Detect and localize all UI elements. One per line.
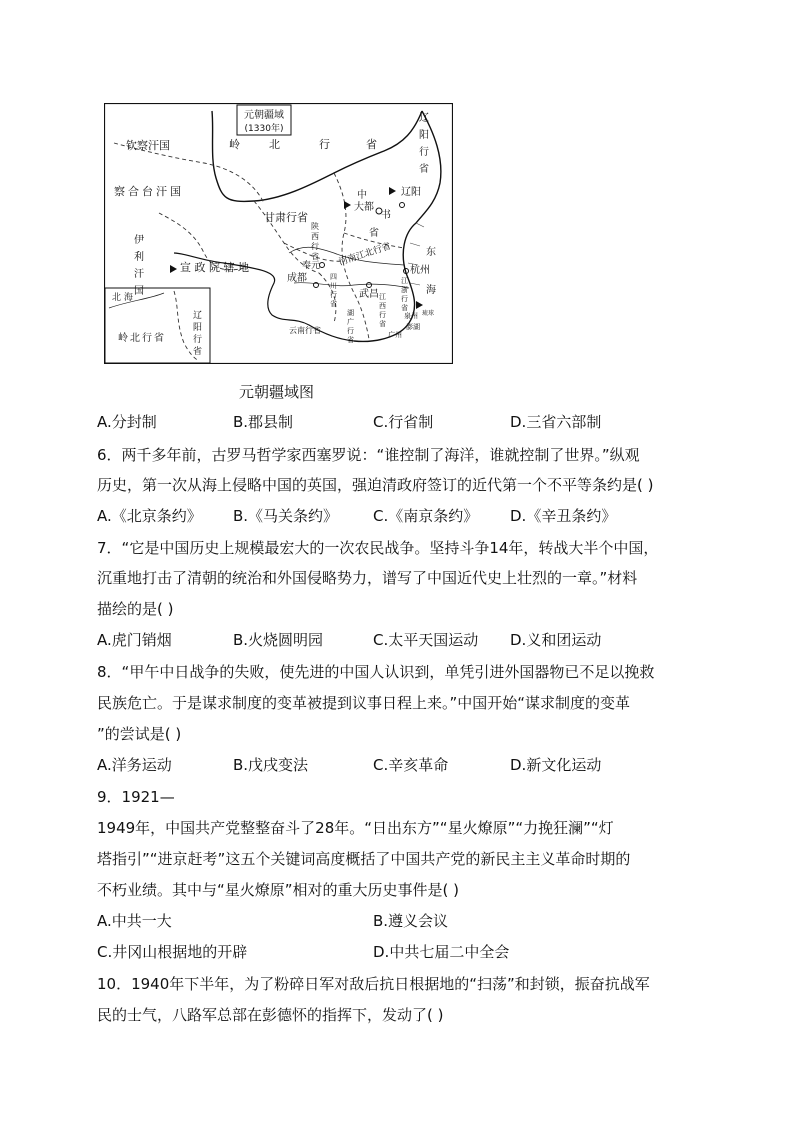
- q6-option-a[interactable]: A.《北京条约》: [97, 507, 202, 525]
- q7-stem-line3: 描绘的是( ): [97, 600, 174, 618]
- svg-text:汗: 汗: [134, 269, 144, 280]
- label-guangzhou: 广州: [388, 331, 402, 339]
- q8-option-b[interactable]: B.戊戌变法: [233, 756, 309, 774]
- label-dadu: 大都: [354, 202, 374, 213]
- map-caption: 元朝疆域图: [239, 383, 315, 401]
- label-wuchang: 武昌: [359, 289, 379, 300]
- q5-option-a[interactable]: A.分封制: [97, 413, 157, 431]
- q9-option-a[interactable]: A.中共一大: [97, 912, 172, 930]
- q9-option-d[interactable]: D.中共七届二中全会: [373, 943, 510, 961]
- q5-option-d[interactable]: D.三省六部制: [510, 413, 602, 431]
- svg-text:北: 北: [269, 138, 280, 151]
- label-chengdu: 成都: [287, 273, 307, 284]
- q6-option-b[interactable]: B.《马关条约》: [233, 507, 339, 525]
- label-gansu: 甘肃行省: [264, 211, 308, 224]
- q10-stem-line1: 10．1940年下半年，为了粉碎日军对敌后抗日根据地的“扫荡”和封锁，振奋抗战军: [97, 975, 650, 993]
- svg-text:阳: 阳: [419, 130, 429, 141]
- label-xuanzheng: 宣 政 院 辖 地: [180, 261, 249, 274]
- svg-text:陕: 陕: [311, 222, 319, 231]
- q8-option-a[interactable]: A.洋务运动: [97, 756, 172, 774]
- q7-option-a[interactable]: A.虎门销烟: [97, 631, 172, 649]
- svg-text:行: 行: [311, 242, 319, 251]
- map-svg: [104, 103, 453, 364]
- svg-text:湖: 湖: [347, 309, 354, 317]
- svg-text:省: 省: [193, 347, 203, 357]
- label-qincha: 钦察汗国: [126, 139, 170, 152]
- label-henan: 河南江北行省: [337, 241, 393, 268]
- svg-text:省: 省: [330, 300, 337, 308]
- svg-text:省: 省: [419, 164, 429, 175]
- q5-option-c[interactable]: C.行省制: [373, 413, 434, 431]
- q9-option-b[interactable]: B.遵义会议: [373, 912, 449, 930]
- svg-text:东: 东: [426, 247, 436, 258]
- q6-option-c[interactable]: C.《南京条约》: [373, 507, 479, 525]
- q8-stem-line3: ”的尝试是( ): [97, 725, 182, 743]
- svg-text:行: 行: [347, 327, 354, 335]
- svg-text:利: 利: [134, 252, 144, 263]
- label-chahetai: 察合台汗国: [114, 185, 184, 198]
- svg-text:阳: 阳: [193, 323, 203, 333]
- q10-stem-line2: 民的士气，八路军总部在彭德怀的指挥下，发动了( ): [97, 1006, 444, 1024]
- q9-option-c[interactable]: C.井冈山根据地的开辟: [97, 943, 248, 961]
- q9-stem-line3: 塔指引”“进京赶考”这五个关键词高度概括了中国共产党的新民主主义革命时期的: [97, 850, 631, 868]
- svg-text:行: 行: [330, 291, 337, 299]
- svg-text:行: 行: [401, 295, 408, 303]
- svg-text:江: 江: [401, 277, 408, 285]
- q9-stem-line1: 9．1921—: [97, 788, 175, 806]
- q7-option-c[interactable]: C.太平天国运动: [373, 631, 479, 649]
- svg-text:海: 海: [426, 285, 436, 296]
- q8-option-c[interactable]: C.辛亥革命: [373, 756, 449, 774]
- label-quanzhou: 泉州: [404, 312, 418, 320]
- q7-option-b[interactable]: B.火烧圆明园: [233, 631, 324, 649]
- q9-stem-line4: 不朽业绩。其中与“星火燎原”相对的重大历史事件是( ): [97, 881, 460, 899]
- svg-text:江: 江: [379, 293, 386, 301]
- svg-text:省: 省: [311, 252, 319, 261]
- svg-text:辽: 辽: [419, 113, 429, 124]
- q6-stem-line2: 历史，第一次从海上侵略中国的英国，强迫清政府签订的近代第一个不平等条约是( ): [97, 476, 654, 494]
- label-fengyuan: 奉元: [302, 261, 321, 271]
- svg-text:浙: 浙: [401, 286, 408, 294]
- svg-text:省: 省: [366, 138, 377, 151]
- q6-option-d[interactable]: D.《辛丑条约》: [510, 507, 617, 525]
- label-yunnan: 云南行省: [289, 326, 321, 335]
- q7-option-d[interactable]: D.义和团运动: [510, 631, 602, 649]
- svg-text:书: 书: [381, 210, 391, 221]
- svg-text:广: 广: [347, 318, 354, 326]
- svg-text:中: 中: [357, 190, 367, 201]
- q6-stem-line1: 6．两千多年前，古罗马哲学家西塞罗说：“谁控制了海洋，谁就控制了世界。”纵观: [97, 446, 640, 464]
- svg-text:行: 行: [193, 335, 203, 345]
- label-sichuan: [330, 273, 337, 308]
- q7-stem-line2: 沉重地打击了清朝的统治和外国侵略势力，谱写了中国近代史上壮烈的一章。”材料: [97, 569, 638, 587]
- svg-text:省: 省: [401, 304, 408, 312]
- svg-text:行: 行: [319, 138, 330, 151]
- q5-option-b[interactable]: B.郡县制: [233, 413, 294, 431]
- svg-text:西: 西: [311, 232, 319, 241]
- label-liuqiu: 琉球: [422, 310, 435, 317]
- map-title-1: 元朝疆域: [244, 110, 284, 121]
- svg-text:省: 省: [369, 228, 379, 239]
- map-title-2: (1330年): [244, 124, 284, 134]
- yuan-dynasty-map: [104, 103, 453, 364]
- q8-stem-line2: 民族危亡。于是谋求制度的变革被提到议事日程上来。”中国开始“谋求制度的变革: [97, 694, 631, 712]
- svg-text:行: 行: [419, 147, 429, 158]
- inset-lingbei: 岭北行省: [118, 333, 166, 344]
- svg-text:国: 国: [134, 286, 144, 297]
- label-penghu: 澎湖: [406, 323, 420, 331]
- inset-beihai: 北 海: [112, 293, 133, 303]
- svg-text:省: 省: [379, 320, 386, 328]
- svg-text:川: 川: [330, 282, 337, 290]
- svg-text:西: 西: [379, 302, 386, 310]
- label-liaoyang-city: 辽阳: [401, 187, 421, 198]
- svg-text:四: 四: [330, 273, 337, 281]
- svg-text:辽: 辽: [193, 311, 203, 321]
- q7-stem-line1: 7．“它是中国历史上规模最宏大的一次农民战争。坚持斗争14年，转战大半个中国，: [97, 539, 659, 557]
- svg-text:行: 行: [379, 311, 386, 319]
- svg-text:伊: 伊: [134, 235, 144, 246]
- svg-text:省: 省: [347, 336, 354, 344]
- svg-text:岭: 岭: [229, 138, 240, 151]
- q8-option-d[interactable]: D.新文化运动: [510, 756, 602, 774]
- q8-stem-line1: 8．“甲午中日战争的失败，使先进的中国人认识到，单凭引进外国器物已不足以挽救: [97, 663, 655, 681]
- label-hangzhou: 杭州: [410, 265, 430, 276]
- q9-stem-line2: 1949年，中国共产党整整奋斗了28年。“日出东方”“星火燎原”“力挽狂澜”“灯: [97, 819, 614, 837]
